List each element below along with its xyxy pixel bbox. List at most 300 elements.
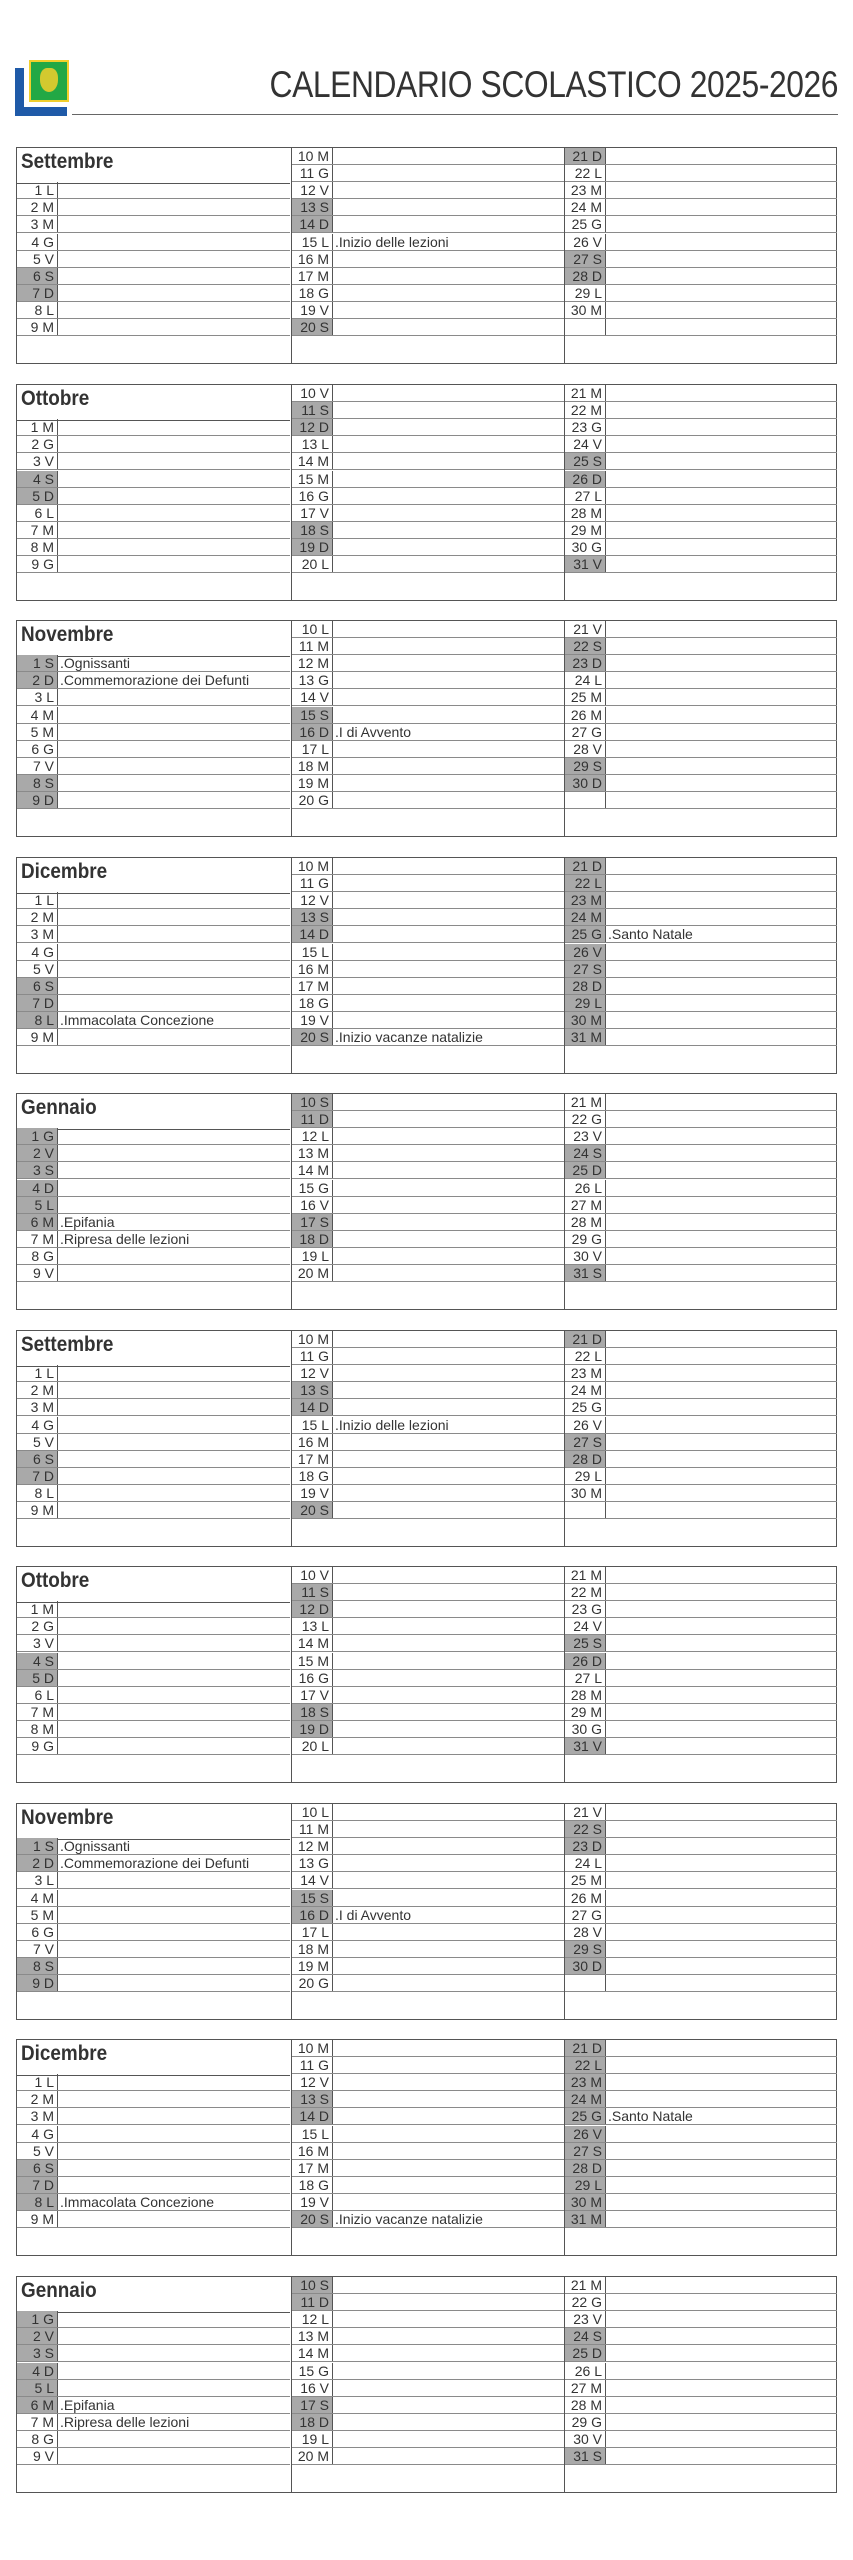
day-row	[292, 1704, 564, 1721]
day-row	[17, 944, 290, 961]
day-cell: 19 M	[292, 775, 333, 791]
day-row	[565, 2311, 837, 2328]
day-row	[565, 1012, 837, 1029]
day-cell-holiday: 11 S	[292, 1584, 333, 1600]
day-cell-holiday: 14 D	[292, 1399, 333, 1415]
day-row	[292, 2363, 564, 2380]
month-column-1	[17, 1804, 290, 2019]
day-cell	[565, 1975, 606, 1991]
day-cell: 6 G	[17, 1924, 58, 1940]
day-cell-holiday: 23 D	[565, 655, 606, 671]
day-row	[17, 1231, 290, 1248]
day-row	[292, 1348, 564, 1365]
day-row	[292, 672, 564, 689]
day-cell-holiday: 30 M	[565, 1012, 606, 1028]
day-row	[565, 2074, 837, 2091]
day-cell-holiday: 14 D	[292, 926, 333, 942]
day-row	[565, 1029, 837, 1046]
day-row	[292, 199, 564, 216]
day-row	[17, 1365, 290, 1382]
day-cell: 2 M	[17, 2091, 58, 2107]
day-cell: 11 G	[292, 2057, 333, 2073]
day-row	[17, 1721, 290, 1738]
month-column-1	[17, 148, 290, 363]
day-row	[565, 556, 837, 573]
day-cell: 23 M	[565, 182, 606, 198]
day-row	[17, 707, 290, 724]
day-row	[292, 1248, 564, 1265]
day-row	[17, 1029, 290, 1046]
day-row	[17, 2328, 290, 2345]
day-row	[17, 741, 290, 758]
day-cell: 23 G	[565, 1601, 606, 1617]
day-cell: 10 M	[292, 2040, 333, 2056]
day-row	[565, 978, 837, 995]
day-row	[292, 724, 564, 741]
month-column-3	[564, 858, 837, 1073]
day-cell: 15 G	[292, 2363, 333, 2379]
day-row	[17, 1265, 290, 1282]
day-cell: 9 M	[17, 319, 58, 335]
day-cell-holiday: 30 M	[565, 2194, 606, 2210]
day-cell-holiday: 5 L	[17, 1197, 58, 1213]
day-row	[292, 436, 564, 453]
day-cell-holiday: 13 S	[292, 2091, 333, 2107]
day-row	[292, 2397, 564, 2414]
day-cell-holiday: 13 S	[292, 1382, 333, 1398]
day-cell: 17 L	[292, 1924, 333, 1940]
day-cell: 21 V	[565, 1804, 606, 1820]
day-event-note: .Ripresa delle lezioni	[60, 2414, 190, 2430]
day-row	[565, 2294, 837, 2311]
day-cell-holiday: 23 D	[565, 1838, 606, 1854]
day-row	[292, 2040, 564, 2057]
day-cell-holiday: 4 D	[17, 1180, 58, 1196]
day-cell: 27 M	[565, 2380, 606, 2396]
day-row	[292, 741, 564, 758]
day-cell-holiday: 16 D	[292, 1907, 333, 1923]
day-cell: 2 M	[17, 199, 58, 215]
day-cell: 15 L	[292, 2126, 333, 2142]
day-row	[565, 1687, 837, 1704]
day-row	[292, 2345, 564, 2362]
month-name: Novembre	[21, 1806, 114, 1829]
day-row	[292, 2194, 564, 2211]
month-block	[16, 1330, 837, 1547]
day-cell	[565, 792, 606, 808]
day-cell: 19 V	[292, 302, 333, 318]
day-cell: 26 M	[565, 707, 606, 723]
day-row	[565, 775, 837, 792]
day-cell-holiday: 11 D	[292, 1111, 333, 1127]
day-row	[17, 268, 290, 285]
day-cell: 20 G	[292, 792, 333, 808]
day-event-note: .Immacolata Concezione	[60, 2194, 215, 2210]
day-cell-holiday: 29 S	[565, 758, 606, 774]
day-row	[17, 1145, 290, 1162]
month-column-2	[291, 1094, 564, 1309]
day-cell: 7 M	[17, 522, 58, 538]
month-name: Novembre	[21, 623, 114, 646]
day-row	[292, 978, 564, 995]
day-cell: 3 V	[17, 1635, 58, 1651]
day-cell-holiday: 1 S	[17, 655, 58, 671]
day-row	[292, 1094, 564, 1111]
day-cell-holiday: 21 D	[565, 2040, 606, 2056]
day-cell: 13 G	[292, 1855, 333, 1871]
day-row	[292, 1111, 564, 1128]
day-row	[565, 1231, 837, 1248]
month-column-2	[291, 1804, 564, 2019]
day-row	[565, 909, 837, 926]
day-row	[565, 453, 837, 470]
month-block	[16, 1566, 837, 1783]
day-row	[292, 1434, 564, 1451]
day-row	[292, 1180, 564, 1197]
day-cell-holiday: 23 M	[565, 892, 606, 908]
day-row	[565, 1567, 837, 1584]
day-cell-holiday: 11 S	[292, 402, 333, 418]
day-cell-holiday: 29 S	[565, 1941, 606, 1957]
day-row	[565, 1214, 837, 1231]
day-row	[565, 961, 837, 978]
day-cell: 24 L	[565, 672, 606, 688]
day-row	[565, 302, 837, 319]
day-row	[565, 1417, 837, 1434]
day-cell: 27 G	[565, 724, 606, 740]
day-cell: 10 V	[292, 385, 333, 401]
day-row	[292, 621, 564, 638]
day-cell: 26 L	[565, 1180, 606, 1196]
day-row	[565, 285, 837, 302]
day-row	[17, 182, 290, 199]
day-row	[292, 1941, 564, 1958]
month-column-3	[564, 148, 837, 363]
month-column-3	[564, 621, 837, 836]
day-cell-holiday: 27 S	[565, 961, 606, 977]
day-row	[292, 1162, 564, 1179]
month-name: Gennaio	[21, 2279, 97, 2302]
day-event-note: .Inizio vacanze natalizie	[335, 2211, 483, 2227]
month-name: Settembre	[21, 150, 114, 173]
day-cell: 21 M	[565, 385, 606, 401]
day-row	[565, 724, 837, 741]
day-row	[292, 522, 564, 539]
day-row	[292, 2211, 564, 2228]
day-row	[292, 402, 564, 419]
day-cell-holiday: 31 S	[565, 1265, 606, 1281]
day-cell-holiday: 25 G	[565, 926, 606, 942]
day-cell-holiday: 22 S	[565, 638, 606, 654]
day-row	[292, 285, 564, 302]
day-cell: 22 L	[565, 1348, 606, 1364]
day-cell: 24 M	[565, 1382, 606, 1398]
day-cell: 25 M	[565, 1872, 606, 1888]
day-cell: 6 L	[17, 505, 58, 521]
day-row	[17, 672, 290, 689]
month-column-2	[291, 2277, 564, 2492]
day-cell: 14 M	[292, 1162, 333, 1178]
day-row	[565, 1855, 837, 1872]
day-cell-holiday: 4 S	[17, 1653, 58, 1669]
day-cell: 3 V	[17, 453, 58, 469]
day-cell: 27 L	[565, 488, 606, 504]
day-row	[17, 758, 290, 775]
day-cell-holiday: 7 D	[17, 2177, 58, 2193]
day-cell: 7 M	[17, 2414, 58, 2430]
month-block	[16, 147, 837, 364]
day-row	[565, 1958, 837, 1975]
day-cell-holiday: 22 S	[565, 1821, 606, 1837]
day-row	[565, 216, 837, 233]
day-cell-holiday: 20 S	[292, 2211, 333, 2227]
day-row	[292, 1399, 564, 1416]
day-row	[565, 1145, 837, 1162]
month-block	[16, 2039, 837, 2256]
day-row	[565, 741, 837, 758]
month-block	[16, 1803, 837, 2020]
day-row	[292, 689, 564, 706]
day-cell-holiday: 10 S	[292, 1094, 333, 1110]
day-row	[17, 1618, 290, 1635]
day-row	[565, 2040, 837, 2057]
day-row	[292, 1468, 564, 1485]
day-cell-holiday: 9 D	[17, 792, 58, 808]
day-cell: 21 M	[565, 1567, 606, 1583]
day-row	[292, 892, 564, 909]
day-cell	[565, 1502, 606, 1518]
day-row	[17, 488, 290, 505]
day-row	[17, 1451, 290, 1468]
day-cell: 4 G	[17, 1417, 58, 1433]
day-row	[17, 2397, 290, 2414]
day-row	[565, 2414, 837, 2431]
day-cell: 3 M	[17, 2108, 58, 2124]
day-row	[565, 1738, 837, 1755]
day-cell-holiday: 12 D	[292, 419, 333, 435]
day-cell-holiday: 14 D	[292, 2108, 333, 2124]
day-cell: 3 L	[17, 689, 58, 705]
day-row	[292, 148, 564, 165]
month-column-3	[564, 1567, 837, 1782]
day-cell-holiday: 18 D	[292, 2414, 333, 2430]
day-row	[17, 995, 290, 1012]
day-row	[17, 961, 290, 978]
day-row	[17, 1197, 290, 1214]
day-cell: 5 M	[17, 724, 58, 740]
day-row	[292, 182, 564, 199]
day-cell: 17 L	[292, 741, 333, 757]
day-cell: 8 M	[17, 539, 58, 555]
day-cell: 30 M	[565, 1485, 606, 1501]
day-cell: 11 G	[292, 1348, 333, 1364]
day-row	[17, 234, 290, 251]
day-cell: 12 V	[292, 892, 333, 908]
day-cell: 10 M	[292, 148, 333, 164]
day-cell: 12 L	[292, 2311, 333, 2327]
day-cell: 15 G	[292, 1180, 333, 1196]
day-row	[292, 909, 564, 926]
day-row	[292, 707, 564, 724]
day-row	[17, 1958, 290, 1975]
day-cell: 22 M	[565, 402, 606, 418]
month-column-3	[564, 1331, 837, 1546]
day-cell: 3 M	[17, 926, 58, 942]
day-cell: 28 M	[565, 505, 606, 521]
day-cell: 29 G	[565, 1231, 606, 1247]
day-cell: 11 G	[292, 165, 333, 181]
day-row	[17, 1012, 290, 1029]
month-column-2	[291, 148, 564, 363]
day-row	[292, 1382, 564, 1399]
day-row	[292, 2414, 564, 2431]
day-row	[565, 522, 837, 539]
day-row	[17, 2126, 290, 2143]
day-row	[292, 319, 564, 336]
month-column-1	[17, 1094, 290, 1309]
month-name: Ottobre	[21, 1569, 90, 1592]
day-row	[565, 2194, 837, 2211]
day-cell: 12 V	[292, 182, 333, 198]
day-cell: 1 M	[17, 419, 58, 435]
day-row	[17, 2380, 290, 2397]
day-cell-holiday: 20 S	[292, 319, 333, 335]
day-cell: 6 G	[17, 741, 58, 757]
day-cell-holiday: 30 D	[565, 775, 606, 791]
day-row	[292, 1670, 564, 1687]
day-cell: 26 V	[565, 234, 606, 250]
day-row	[292, 1584, 564, 1601]
day-cell-holiday: 8 S	[17, 775, 58, 791]
day-row	[565, 1924, 837, 1941]
day-cell: 22 G	[565, 1111, 606, 1127]
day-row	[17, 909, 290, 926]
day-cell: 18 M	[292, 758, 333, 774]
day-cell: 22 G	[565, 2294, 606, 2310]
day-cell: 1 L	[17, 2074, 58, 2090]
month-column-3	[564, 1804, 837, 2019]
day-cell: 2 M	[17, 909, 58, 925]
day-row	[565, 1941, 837, 1958]
day-row	[292, 1365, 564, 1382]
month-column-3	[564, 1094, 837, 1309]
day-row	[17, 1248, 290, 1265]
day-cell: 11 G	[292, 875, 333, 891]
day-cell-holiday: 1 S	[17, 1838, 58, 1854]
day-row	[565, 148, 837, 165]
day-row	[565, 707, 837, 724]
day-row	[17, 319, 290, 336]
day-row	[565, 2143, 837, 2160]
day-cell-holiday: 18 S	[292, 1704, 333, 1720]
day-cell-holiday: 5 D	[17, 1670, 58, 1686]
day-row	[565, 1670, 837, 1687]
day-cell-holiday: 25 D	[565, 1162, 606, 1178]
day-row	[565, 1804, 837, 1821]
day-row	[565, 638, 837, 655]
month-block	[16, 384, 837, 601]
day-event-note: .Epifania	[60, 2397, 115, 2413]
day-row	[565, 1838, 837, 1855]
month-block	[16, 1093, 837, 1310]
day-row	[17, 1653, 290, 1670]
day-row	[292, 234, 564, 251]
month-column-1	[17, 2277, 290, 2492]
day-cell-holiday: 11 D	[292, 2294, 333, 2310]
day-cell-holiday: 26 D	[565, 471, 606, 487]
day-row	[17, 1417, 290, 1434]
day-cell-holiday: 8 S	[17, 1958, 58, 1974]
day-cell-holiday: 19 D	[292, 539, 333, 555]
day-cell: 21 V	[565, 621, 606, 637]
day-cell: 8 G	[17, 2431, 58, 2447]
day-row	[565, 2363, 837, 2380]
day-cell-holiday: 19 D	[292, 1721, 333, 1737]
day-cell: 14 M	[292, 2345, 333, 2361]
day-cell-holiday: 13 S	[292, 909, 333, 925]
day-row	[565, 2397, 837, 2414]
day-row	[565, 1890, 837, 1907]
day-row	[17, 1941, 290, 1958]
month-name: Dicembre	[21, 860, 108, 883]
day-cell: 10 M	[292, 1331, 333, 1347]
day-row	[565, 1265, 837, 1282]
day-row	[17, 2108, 290, 2125]
day-row	[292, 419, 564, 436]
day-cell: 30 V	[565, 1248, 606, 1264]
day-row	[292, 385, 564, 402]
day-row	[292, 1451, 564, 1468]
day-row	[565, 1872, 837, 1889]
month-name: Ottobre	[21, 387, 90, 410]
day-cell: 16 M	[292, 251, 333, 267]
day-row	[565, 2277, 837, 2294]
day-row	[565, 1331, 837, 1348]
day-cell-holiday: 21 D	[565, 1331, 606, 1347]
day-cell: 19 V	[292, 1012, 333, 1028]
day-cell: 29 L	[565, 1468, 606, 1484]
day-cell-holiday: 7 D	[17, 1468, 58, 1484]
day-row	[17, 2091, 290, 2108]
day-row	[292, 2108, 564, 2125]
day-cell: 27 M	[565, 1197, 606, 1213]
day-row	[292, 1601, 564, 1618]
day-cell-holiday: 25 S	[565, 1635, 606, 1651]
day-cell: 23 G	[565, 419, 606, 435]
day-cell: 9 G	[17, 1738, 58, 1754]
day-row	[17, 1468, 290, 1485]
day-cell: 5 M	[17, 1907, 58, 1923]
day-row	[17, 1907, 290, 1924]
day-row	[292, 638, 564, 655]
day-row	[565, 436, 837, 453]
day-row	[292, 1958, 564, 1975]
day-cell: 20 G	[292, 1975, 333, 1991]
day-cell-holiday: 22 L	[565, 2057, 606, 2073]
day-row	[565, 1975, 837, 1992]
day-row	[292, 1855, 564, 1872]
day-cell: 8 M	[17, 1721, 58, 1737]
day-row	[565, 1197, 837, 1214]
day-row	[292, 2448, 564, 2465]
day-cell: 21 M	[565, 2277, 606, 2293]
title-divider	[72, 114, 838, 115]
day-cell-holiday: 6 S	[17, 268, 58, 284]
day-row	[17, 2211, 290, 2228]
month-block	[16, 857, 837, 1074]
day-cell-holiday: 20 S	[292, 1502, 333, 1518]
day-row	[17, 1399, 290, 1416]
